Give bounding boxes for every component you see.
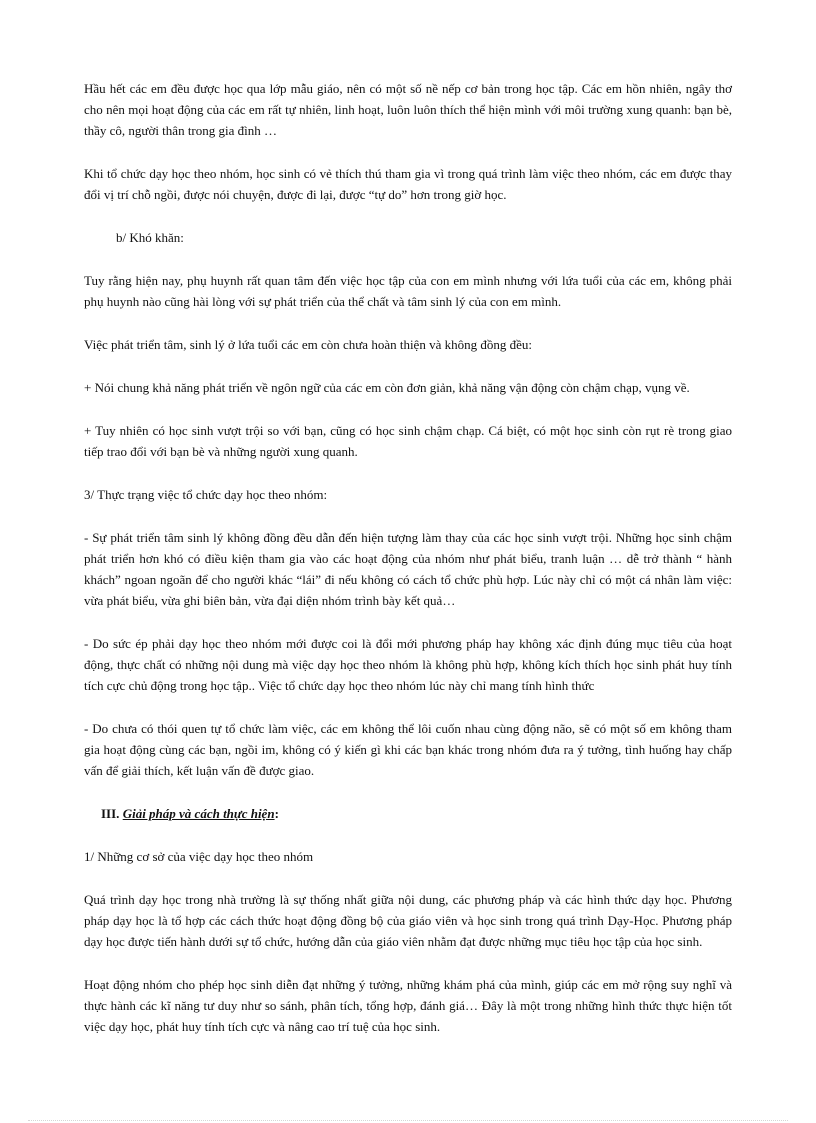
paragraph-situation-2: - Do sức ép phải dạy học theo nhóm mới được coi là đổi mới phương pháp hay không xác định đúng mục tiêu của hoạt động, thực chất có những nội dung mà việc dạy học theo nhóm là không phù hợp, không kích thích học sinh phát huy tính tích cực chủ động trong học tập.. Việc tổ chức dạy học theo nhóm lúc này chỉ mang tính hình thức: [84, 636, 732, 693]
document-page: [84, 78, 732, 1037]
bullet-language-ability: + Nói chung khả năng phát triển về ngôn ngữ của các em còn đơn giản, khả năng vận động còn chậm chạp, vụng về.: [84, 380, 690, 395]
bullet-student-differences: + Tuy nhiên có học sinh vượt trội so với bạn, cũng có học sinh chậm chạp. Cá biệt, có một học sinh còn rụt rè trong giao tiếp trao đổi với bạn bè và những người xung quanh.: [84, 423, 732, 459]
subheading-foundations: 1/ Những cơ sở của việc dạy học theo nhóm: [84, 849, 314, 864]
paragraph-advantages-background: Hầu hết các em đều được học qua lớp mẫu giáo, nên có một số nề nếp cơ bản trong học tập. Các em hồn nhiên, ngây thơ cho nên mọi hoạt động của các em rất tự nhiên, linh hoạt, luôn luôn thích thể hiện mình với môi trường xung quanh: bạn bè, thầy cô, người thân trong gia đình …: [84, 81, 732, 138]
paragraph-group-activity-benefits: Hoạt động nhóm cho phép học sinh diễn đạt những ý tưởng, những khám phá của mình, giúp các em mở rộng suy nghĩ và thực hành các kĩ năng tư duy như so sánh, phân tích, tổng hợp, đánh giá… Đây là một trong những hình thức thực hiện tốt việc dạy học, phát huy tính tích cực và nâng cao trí tuệ của học sinh.: [84, 977, 732, 1034]
paragraph-parents-concern: Tuy rằng hiện nay, phụ huynh rất quan tâm đến việc học tập của con em mình nhưng với lứa tuổi của các em, không phải phụ huynh nào cũng hài lòng với sự phát triển của thể chất và tâm sinh lý của con em mình.: [84, 273, 732, 309]
paragraph-teaching-process: Quá trình dạy học trong nhà trường là sự thống nhất giữa nội dung, các phương pháp và các hình thức dạy học. Phương pháp dạy học là tổ hợp các cách thức hoạt động đồng bộ của giáo viên và học sinh trong quá trình Dạy-Học. Phương pháp dạy học được tiến hành dưới sự tổ chức, hướng dẫn của giáo viên nhằm đạt được những mục tiêu học tập của học sinh.: [84, 892, 732, 949]
section-heading-colon: :: [274, 806, 279, 821]
subheading-difficulties: b/ Khó khăn:: [116, 230, 184, 245]
section-heading-number: III.: [101, 806, 120, 821]
paragraph-situation-1: - Sự phát triển tâm sinh lý không đồng đều dẫn đến hiện tượng làm thay của các học sinh vượt trội. Những học sinh chậm phát triển hơn khó có điều kiện tham gia vào các hoạt động của nhóm như phát biểu, tranh luận … dễ trở thành “ hành khách” ngoan ngoãn để cho người khác “lái” đi nếu không có cách tổ chức phù hợp. Lúc này chỉ có một cá nhân làm việc: vừa phát biểu, vừa ghi biên bản, vừa đại diện nhóm trình bày kết quả…: [84, 530, 732, 608]
paragraph-situation-3: - Do chưa có thói quen tự tổ chức làm việc, các em không thể lôi cuốn nhau cùng động não, sẽ có một số em không tham gia hoạt động cùng các bạn, ngồi im, không có ý kiến gì khi các bạn khác trong nhóm đưa ra ý tưởng, tình huống hay chấp vấn để giải thích, kết luận vấn đề được giao.: [84, 721, 732, 778]
paragraph-group-work-interest: Khi tổ chức dạy học theo nhóm, học sinh có vẻ thích thú tham gia vì trong quá trình làm việc theo nhóm, các em được thay đổi vị trí chỗ ngồi, được nói chuyện, được đi lại, được “tự do” hơn trong giờ học.: [84, 166, 732, 202]
subheading-current-situation: 3/ Thực trạng việc tổ chức dạy học theo nhóm:: [84, 487, 328, 502]
paragraph-development-uneven: Việc phát triển tâm, sinh lý ở lứa tuổi các em còn chưa hoàn thiện và không đồng đều:: [84, 337, 532, 352]
section-heading-title: Giải pháp và cách thực hiện: [122, 806, 275, 821]
page-bottom-divider: [28, 1120, 788, 1121]
section-heading-solutions: [84, 803, 732, 824]
